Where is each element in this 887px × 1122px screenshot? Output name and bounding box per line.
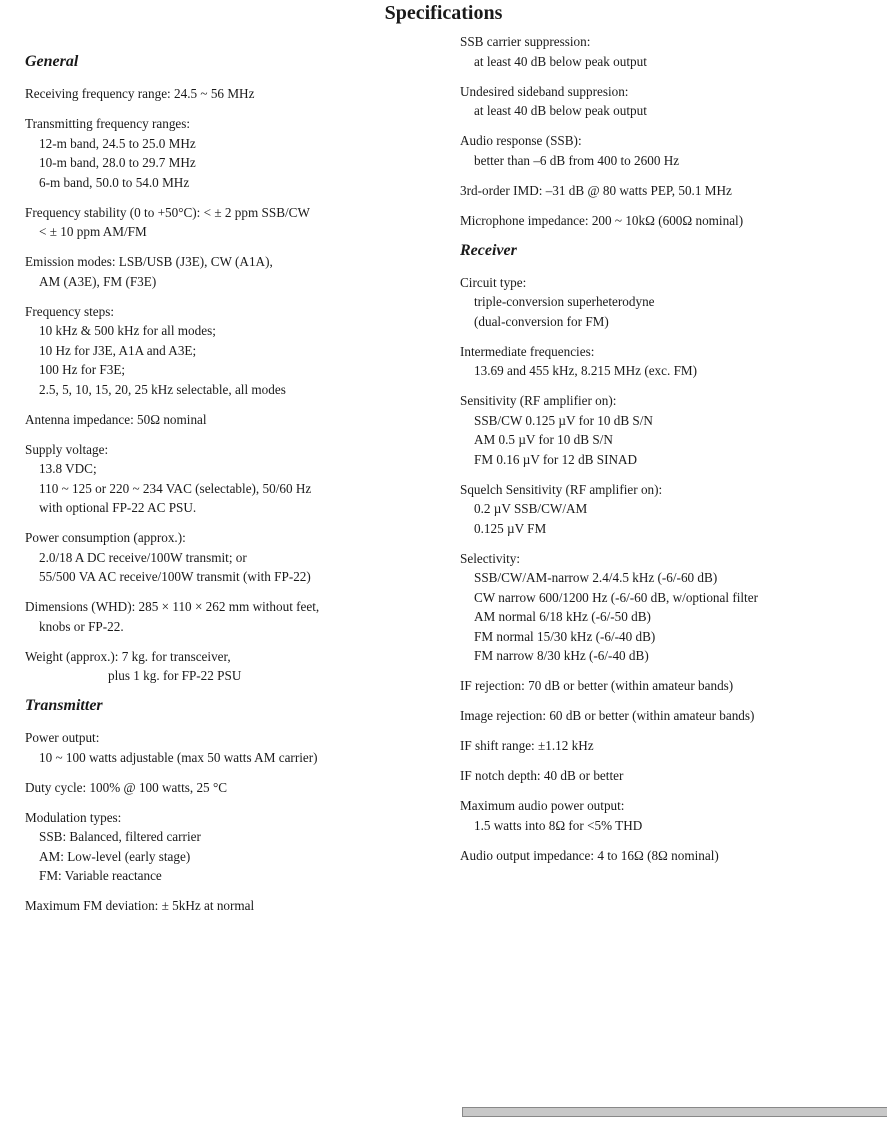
spec-value: AM (A3E), FM (F3E) [39,273,157,289]
spec-label: Supply voltage: [25,441,109,457]
spec-value: 2.5, 5, 10, 15, 20, 25 kHz selectable, all modes [39,381,286,397]
spec-label: Intermediate frequencies: [460,343,595,359]
spec-item [25,84,445,104]
spec-value: plus 1 kg. for FP-22 PSU [108,668,242,683]
spec-label: Power output: [25,730,100,745]
spec-label: Receiving frequency range: 24.5 ~ 56 MHz [25,86,255,101]
spec-label: Undesired sideband suppresion: [460,83,629,99]
spec-item [460,796,887,835]
section-heading: Receiver [460,241,517,259]
spec-item [460,766,887,786]
spec-item [25,302,445,400]
spec-value: FM: Variable reactance [39,868,162,883]
spec-item [460,846,887,866]
spec-label: Microphone impedance: 200 ~ 10kΩ (600Ω nominal) [460,212,744,228]
spec-label: Transmitting frequency ranges: [25,116,191,131]
spec-value: knobs or FP-22. [39,618,124,634]
spec-value: 13.8 VDC; [39,461,97,476]
spec-item [460,549,887,666]
spec-label: Image rejection: 60 dB or better (within amateur bands) [460,708,755,723]
spec-value: AM: Low-level (early stage) [39,848,191,864]
spec-value: at least 40 dB below peak output [474,103,647,118]
spec-value: FM 0.16 µV for 12 dB SINAD [474,451,638,467]
spec-label: Duty cycle: 100% @ 100 watts, 25 °C [25,779,228,795]
spec-item [25,440,445,518]
spec-label: Dimensions (WHD): 285 × 110 × 262 mm without feet, [25,599,320,614]
spec-item [460,342,887,381]
spec-label: Antenna impedance: 50Ω nominal [25,411,207,427]
spec-label: IF shift range: ±1.12 kHz [460,738,594,753]
spec-item [25,896,445,916]
spec-value: 100 Hz for F3E; [39,362,126,377]
left-column [25,52,445,926]
spec-label: Squelch Sensitivity (RF amplifier on): [460,481,663,497]
section-receiver [460,241,887,866]
spec-value: 1.5 watts into 8Ω for <5% THD [474,817,643,833]
right-column [460,32,887,876]
spec-value: better than –6 dB from 400 to 2600 Hz [474,152,680,168]
spec-value: AM normal 6/18 kHz (-6/-50 dB) [474,609,651,624]
spec-label: Weight (approx.): 7 kg. for transceiver, [25,648,231,664]
spec-value: triple-conversion superheterodyne [474,294,655,309]
spec-value: < ± 10 ppm AM/FM [39,224,147,239]
spec-value: 13.69 and 455 kHz, 8.215 MHz (exc. FM) [474,363,698,378]
spec-label: Circuit type: [460,274,527,290]
spec-value: at least 40 dB below peak output [474,53,647,69]
spec-label: Audio output impedance: 4 to 16Ω (8Ω nominal) [460,847,719,863]
spec-label: IF notch depth: 40 dB or better [460,768,624,783]
spec-value: 2.0/18 A DC receive/100W transmit; or [39,549,247,565]
section-heading: Transmitter [25,697,103,714]
spec-value: 10 ~ 100 watts adjustable (max 50 watts AM carrier) [39,749,318,765]
spec-item [460,211,887,231]
spec-value: FM narrow 8/30 kHz (-6/-40 dB) [474,648,649,663]
spec-item [460,391,887,469]
spec-item [460,480,887,539]
spec-value: with optional FP-22 AC PSU. [39,500,197,515]
spec-label: Frequency stability (0 to +50°C): < ± 2 ppm SSB/CW [25,204,310,220]
spec-item [460,131,887,170]
spec-value: 12-m band, 24.5 to 25.0 MHz [39,135,196,151]
spec-label: Emission modes: LSB/USB (J3E), CW (A1A), [25,254,273,269]
spec-value: 10-m band, 28.0 to 29.7 MHz [39,155,196,170]
spec-label: Selectivity: [460,550,521,566]
spec-item [25,203,445,242]
spec-value: 0.125 µV FM [474,520,547,536]
spec-item [460,706,887,726]
section-transmitter [25,696,445,916]
spec-label: IF rejection: 70 dB or better (within amateur bands) [460,678,734,693]
spec-value: 110 ~ 125 or 220 ~ 234 VAC (selectable), 50/60 Hz [39,480,312,496]
spec-item [460,32,887,71]
section-general [25,52,445,686]
spec-value: 10 kHz & 500 kHz for all modes; [39,323,216,338]
spec-value: FM normal 15/30 kHz (-6/-40 dB) [474,628,656,644]
spec-item [25,528,445,587]
spec-label: Maximum FM deviation: ± 5kHz at normal [25,898,255,913]
spec-item [25,597,445,636]
spec-item [460,273,887,332]
spec-item [460,82,887,121]
spec-item [460,181,887,201]
spec-value: 6-m band, 50.0 to 54.0 MHz [39,174,190,190]
spec-label: 3rd-order IMD: –31 dB @ 80 watts PEP, 50.1 MHz [460,182,732,198]
spec-label: Audio response (SSB): [460,133,582,148]
section-heading: General [25,53,79,70]
spec-item [25,114,445,192]
spec-value: SSB/CW/AM-narrow 2.4/4.5 kHz (-6/-60 dB) [474,570,718,585]
spec-value: (dual-conversion for FM) [474,313,609,329]
spec-item [25,647,445,686]
spec-value: CW narrow 600/1200 Hz (-6/-60 dB, w/optional filter [474,589,758,605]
spec-value: 55/500 VA AC receive/100W transmit (with FP-22) [39,569,311,584]
spec-item [25,778,445,798]
spec-item [25,252,445,291]
spec-label: Modulation types: [25,809,122,825]
section-continued [460,32,887,230]
page-title: Specifications [384,2,503,24]
figure-edge [462,1107,887,1117]
spec-item [25,728,445,767]
spec-label: Maximum audio power output: [460,798,625,813]
spec-label: Sensitivity (RF amplifier on): [460,393,617,408]
spec-value: AM 0.5 µV for 10 dB S/N [474,432,613,447]
spec-value: 10 Hz for J3E, A1A and A3E; [39,342,197,358]
spec-item [25,808,445,886]
spec-label: SSB carrier suppression: [460,34,591,49]
spec-value: SSB: Balanced, filtered carrier [39,829,201,844]
spec-item [25,410,445,430]
spec-label: Power consumption (approx.): [25,530,186,545]
spec-item [460,736,887,756]
spec-value: SSB/CW 0.125 µV for 10 dB S/N [474,412,653,428]
spec-item [460,676,887,696]
spec-label: Frequency steps: [25,303,114,319]
spec-value: 0.2 µV SSB/CW/AM [474,501,588,516]
